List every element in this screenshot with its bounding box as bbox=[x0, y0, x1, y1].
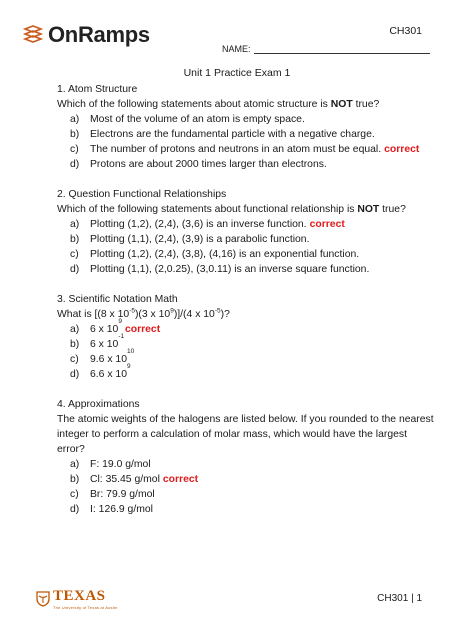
choice-item: c) 9.6 x 10 10 bbox=[70, 348, 135, 365]
question-1-title: 1. Atom Structure bbox=[57, 84, 138, 95]
correct-marker: correct bbox=[309, 219, 345, 230]
name-blank-line bbox=[254, 43, 430, 54]
choice-item: a) F: 19.0 g/mol bbox=[70, 459, 151, 470]
texas-wordmark: TEXAS bbox=[53, 588, 106, 604]
onramps-ribbon-icon bbox=[22, 24, 44, 46]
onramps-logo bbox=[22, 22, 150, 48]
exam-title: Unit 1 Practice Exam 1 bbox=[183, 67, 291, 79]
page-number: CH301 | 1 bbox=[377, 593, 422, 604]
choice-item: a) Most of the volume of an atom is empty space. bbox=[70, 114, 305, 125]
choice-item: b) Cl: 35.45 g/mol correct bbox=[70, 474, 199, 485]
question-4-stem: The atomic weights of the halogens are listed below. If you rounded to the nearest integer to perform a calculation of molar mass, which would have the largest error? bbox=[57, 414, 434, 455]
choice-item: a) Plotting (1,2), (2,4), (3,6) is an inverse function. correct bbox=[70, 219, 345, 230]
course-code: CH301 bbox=[389, 25, 422, 37]
choice-item: b) Electrons are the fundamental particle with a negative charge. bbox=[70, 129, 375, 140]
choice-item: b) Plotting (1,1), (2,4), (3,9) is a parabolic function. bbox=[70, 234, 310, 245]
correct-marker: correct bbox=[162, 474, 199, 485]
question-4-choices bbox=[57, 457, 437, 517]
choice-item: c) The number of protons and neutrons in an atom must be equal. correct bbox=[70, 144, 420, 155]
choice-item: c) Br: 79.9 g/mol bbox=[70, 489, 155, 500]
question-2-stem: Which of the following statements about functional relationship is NOT true? bbox=[57, 204, 406, 215]
choice-item: d) Plotting (1,1), (2,0.25), (3,0.11) is an inverse square function. bbox=[70, 264, 370, 275]
questions-content bbox=[57, 82, 437, 517]
choice-item: c) Plotting (1,2), (2,4), (3,8), (4,16) is an exponential function. bbox=[70, 249, 360, 260]
correct-marker: correct bbox=[384, 144, 420, 155]
logo-text: OnRamps bbox=[48, 22, 150, 47]
choice-item: d) 6.6 x 10 9 bbox=[70, 363, 131, 380]
question-3-title: 3. Scientific Notation Math bbox=[57, 294, 178, 305]
correct-marker: correct bbox=[124, 324, 161, 335]
name-label: NAME: bbox=[222, 44, 251, 54]
longhorn-shield-icon bbox=[36, 591, 50, 607]
texas-subtitle: The University of Texas at Austin bbox=[53, 605, 118, 610]
question-2-choices bbox=[57, 217, 437, 277]
question-4-title: 4. Approximations bbox=[57, 399, 140, 410]
question-3-stem: What is [(8 x $10^{-5})(3$ x $10^9)]/(4$ x $10^{-5}$)? bbox=[57, 307, 230, 320]
question-1-choices bbox=[57, 112, 437, 172]
choice-item: d) Protons are about 2000 times larger than electrons. bbox=[70, 159, 327, 170]
question-3-choices bbox=[57, 318, 437, 382]
name-field[interactable] bbox=[222, 43, 430, 54]
question-2-title: 2. Question Functional Relationships bbox=[57, 189, 227, 200]
choice-item: b) 6 x 10 -1 bbox=[70, 333, 125, 350]
question-1-stem: Which of the following statements about atomic structure is NOT true? bbox=[57, 99, 380, 110]
choice-item: d) I: 126.9 g/mol bbox=[70, 504, 153, 515]
choice-item: a) 6 x 10 9 correct bbox=[70, 318, 161, 335]
texas-logo bbox=[36, 587, 118, 610]
